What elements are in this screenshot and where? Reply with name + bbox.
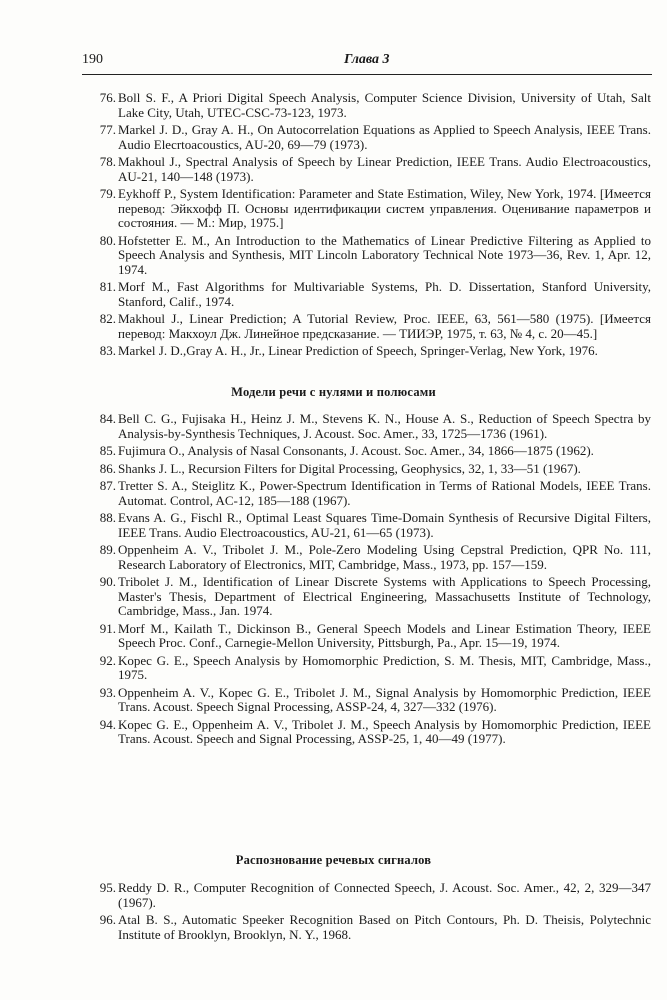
reference-text: Makhoul J., Spectral Analysis of Speech by Linear Prediction, IEEE Trans. Audio Electroacoustics, AU-21, 140—148 (1973).: [118, 154, 651, 184]
chapter-title: Глава 3: [344, 52, 390, 67]
reference-text: Kopec G. E., Oppenheim A. V., Tribolet J. M., Speech Analysis by Homomorphic Prediction, IEEE Trans. Acoust. Speech and Signal Processing, ASSP-25, 1, 40—49 (1977).: [118, 716, 651, 746]
reference-number: 91.: [99, 620, 116, 636]
reference-text: Morf M., Fast Algorithms for Multivariable Systems, Ph. D. Dissertation, Stanford University, Stanford, Calif., 1974.: [118, 279, 651, 309]
reference-item: [0, 312, 667, 341]
section-heading-recognition: Распознование речевых сигналов: [235, 853, 432, 867]
reference-text: Fujimura O., Analysis of Nasal Consonants, J. Acoust. Soc. Amer., 34, 1866—1875 (1962).: [118, 443, 594, 458]
reference-item: [0, 575, 667, 619]
reference-item: [0, 718, 667, 747]
reference-item: [0, 622, 667, 651]
reference-number: 78.: [99, 154, 116, 169]
reference-item: [0, 654, 667, 683]
reference-text: Markel J. D.,Gray A. H., Jr., Linear Prediction of Speech, Springer-Verlag, New York, 1976.: [118, 343, 598, 358]
reference-number: 80.: [99, 232, 116, 248]
reference-item: [0, 91, 667, 120]
reference-item: [0, 155, 667, 184]
reference-text: Bell C. G., Fujisaka H., Heinz J. M., Stevens K. N., House A. S., Reduction of Speech Spectra by Analysis-by-Synthesis Techniques, J. Acoust. Soc. Amer., 33, 1725—1736 (1961).: [118, 411, 651, 441]
reference-text: Oppenheim A. V., Kopec G. E., Tribolet J. M., Signal Analysis by Homomorphic Prediction, IEEE Trans. Acoust. Speech Signal Processing, ASSP-24, 4, 327—332 (1976).: [118, 684, 651, 714]
reference-number: 76.: [99, 90, 116, 105]
reference-list-general: [0, 91, 667, 362]
reference-number: 93.: [99, 684, 116, 700]
reference-item: [0, 543, 667, 572]
reference-text: Tribolet J. M., Identification of Linear Discrete Systems with Applications to Speech Processing, Master's Thesis, Department of Electrical Engineering, Massachusetts Institute of Technology, Cambridge, Mass., Jan. 1974.: [118, 574, 651, 618]
page-number: 190: [82, 52, 103, 67]
reference-text: Hofstetter E. M., An Introduction to the Mathematics of Linear Predictive Filtering as Applied to Speech Analysis and Synthesis, MIT Lincoln Laboratory Technical Note 1973—36, Rev. 1, Apr. 12, 1974.: [118, 232, 651, 277]
running-header: [82, 52, 652, 75]
reference-number: 86.: [99, 460, 116, 476]
reference-number: 92.: [99, 652, 116, 668]
section-heading-pole-zero: Модели речи с нулями и полюсами: [231, 385, 436, 399]
reference-list-pole-zero: [0, 412, 667, 750]
reference-number: 79.: [99, 186, 116, 201]
reference-text: Shanks J. L., Recursion Filters for Digital Processing, Geophysics, 32, 1, 33—51 (1967).: [118, 460, 581, 476]
reference-text: Markel J. D., Gray A. H., On Autocorrelation Equations as Applied to Speech Analysis, IEEE Trans. Audio Elecrtoacoustics, AU-20, 69—79 (1973).: [118, 122, 651, 152]
reference-item: [0, 686, 667, 715]
reference-item: [0, 444, 667, 459]
reference-text: Tretter S. A., Steiglitz K., Power-Spectrum Identification in Terms of Rational Models, IEEE Trans. Automat. Control, AC-12, 185—188 (1967).: [118, 478, 651, 508]
reference-number: 85.: [99, 443, 116, 458]
reference-item: [0, 187, 667, 231]
reference-number: 84.: [99, 411, 116, 426]
reference-number: 81.: [99, 279, 116, 294]
reference-number: 89.: [99, 542, 116, 557]
reference-item: [0, 913, 667, 942]
reference-text: Reddy D. R., Computer Recognition of Connected Speech, J. Acoust. Soc. Amer., 42, 2, 329—347 (1967).: [118, 880, 651, 910]
reference-item: [0, 479, 667, 508]
reference-number: 83.: [99, 343, 116, 358]
reference-number: 96.: [99, 912, 116, 927]
reference-item: [0, 123, 667, 152]
reference-item: [0, 511, 667, 540]
reference-number: 88.: [99, 510, 116, 525]
reference-number: 82.: [99, 311, 116, 326]
reference-number: 95.: [99, 880, 116, 895]
reference-text: Boll S. F., A Priori Digital Speech Analysis, Computer Science Division, University of Utah, Salt Lake City, Utah, UTEC-CSC-73-123, 1973.: [118, 90, 651, 120]
reference-item: [0, 344, 667, 359]
reference-text: Evans A. G., Fischl R., Optimal Least Squares Time-Domain Synthesis of Recursive Digital Filters, IEEE Trans. Audio Electroacoustics, AU-21, 61—65 (1973).: [118, 510, 651, 540]
reference-list-recognition: [0, 881, 667, 945]
reference-number: 77.: [99, 122, 116, 137]
reference-text: Kopec G. E., Speech Analysis by Homomorphic Prediction, S. M. Thesis, MIT, Cambridge, Mass., 1975.: [118, 652, 651, 682]
reference-item: [0, 881, 667, 910]
reference-text: Oppenheim A. V., Tribolet J. M., Pole-Zero Modeling Using Cepstral Prediction, QPR No. 111, Research Laboratory of Electronics, MIT, Cambridge, Mass., 1973, pp. 157—159.: [118, 542, 651, 572]
reference-text: Morf M., Kailath T., Dickinson B., General Speech Models and Linear Estimation Theory, IEEE Speech Proc. Conf., Carnegie-Mellon University, Pittsburgh, Pa., Apr. 15—19, 1974.: [118, 620, 651, 650]
reference-number: 87.: [99, 478, 116, 493]
reference-text: Makhoul J., Linear Prediction; A Tutorial Review, Proc. IEEE, 63, 561—580 (1975). [Имеется перевод: Макхоул Дж. Линейное предсказание. — ТИИЭР, 1975, т. 63, № 4, с. 20—45.]: [118, 311, 651, 341]
reference-item: [0, 234, 667, 278]
reference-text: Atal B. S., Automatic Speeker Recognition Based on Pitch Contours, Ph. D. Theisis, Polytechnic Institute of Brooklyn, Brooklyn, N. Y., 1968.: [118, 912, 651, 942]
reference-item: [0, 412, 667, 441]
reference-text: Eykhoff P., System Identification: Parameter and State Estimation, Wiley, New York, 1974. [Имеется перевод: Эйкхофф П. Основы идентификации систем управления. Оценивание параметров и состояния. — М.: Мир, 1975.]: [118, 186, 651, 230]
reference-item: [0, 462, 667, 477]
reference-item: [0, 280, 667, 309]
reference-number: 90.: [99, 574, 116, 589]
reference-number: 94.: [99, 716, 116, 732]
